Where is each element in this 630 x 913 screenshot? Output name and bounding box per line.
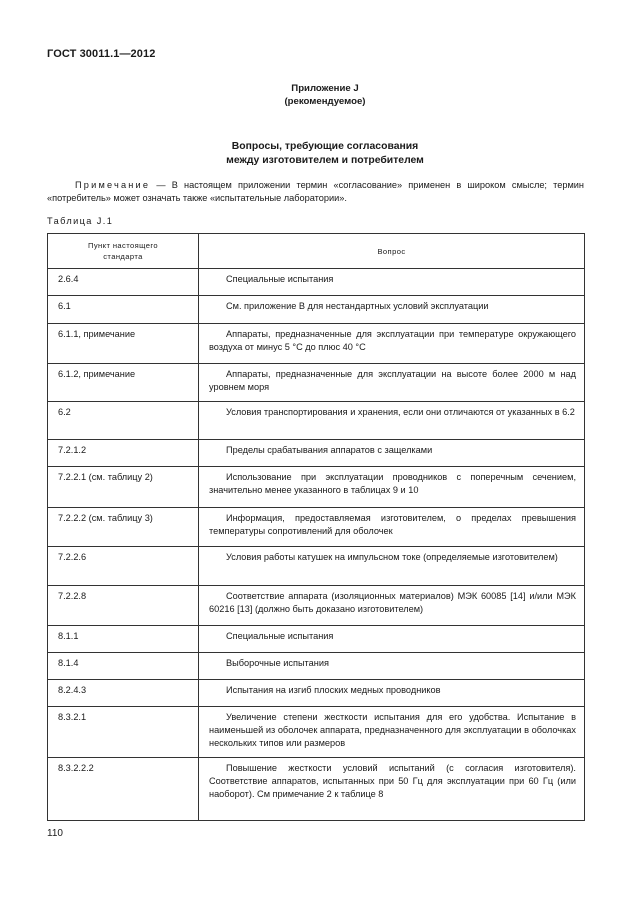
document-header: ГОСТ 30011.1—2012 [47,48,156,60]
header-clause [48,234,199,269]
clause-cell: 6.1.2, примечание [48,364,199,402]
appendix-subtitle: (рекомендуемое) [284,96,366,107]
question-cell: Условия работы катушек на импульсном токе (определяемые изготовителем) [199,547,585,586]
clause-cell: 7.2.2.6 [48,547,199,586]
question-cell: Аппараты, предназначенные для эксплуатации при температуре окружающего воздуха от минус 5 °С до плюс 40 °С [199,324,585,364]
appendix-heading [0,82,630,108]
clause-cell: 7.2.2.1 (см. таблицу 2) [48,467,199,508]
table-header-row [48,234,585,269]
note-label: Примечание [75,180,151,190]
question-cell: Специальные испытания [199,269,585,296]
clause-cell: 6.2 [48,402,199,440]
question-cell: Соответствие аппарата (изоляционных материалов) МЭК 60085 [14] и/или МЭК 60216 [13] (должно быть доказано изготовителем) [199,586,585,626]
table-row [48,364,585,402]
table-row [48,586,585,626]
question-cell: Выборочные испытания [199,653,585,680]
section-title-line1: Вопросы, требующие согласования [231,141,419,152]
table-row [48,653,585,680]
table-row [48,269,585,296]
header-clause-line2: стандарта [103,252,143,261]
clause-cell: 6.1 [48,296,199,324]
section-title-line2: между изготовителем и потребителем [226,155,424,166]
question-cell: Испытания на изгиб плоских медных проводников [199,680,585,707]
page-number: 110 [47,828,63,839]
clause-cell: 7.2.2.8 [48,586,199,626]
question-cell: См. приложение В для нестандартных условий эксплуатации [199,296,585,324]
clause-cell: 7.2.2.2 (см. таблицу 3) [48,508,199,547]
table-row [48,296,585,324]
question-cell: Использование при эксплуатации проводников с поперечным сечением, значительно менее указанного в таблицах 9 и 10 [199,467,585,508]
table-row [48,467,585,508]
appendix-title: Приложение J [291,83,359,94]
table-row [48,508,585,547]
clause-cell: 7.2.1.2 [48,440,199,467]
table-row [48,324,585,364]
clause-cell: 8.1.1 [48,626,199,653]
question-cell: Информация, предоставляемая изготовителем, о пределах превышения температуры сопротивлений для оболочек [199,508,585,547]
table-row [48,707,585,758]
question-cell: Условия транспортирования и хранения, если они отличаются от указанных в 6.2 [199,402,585,440]
table-caption: Таблица J.1 [47,216,114,226]
table-row [48,440,585,467]
table-row [48,680,585,707]
table-row [48,547,585,586]
clause-cell: 2.6.4 [48,269,199,296]
table-row [48,626,585,653]
clause-cell: 8.1.4 [48,653,199,680]
question-cell: Увеличение степени жесткости испытания для его удобства. Испытание в наименьшей из оболочек аппарата, предназначенного для эксплуатации в оболочках нескольких типов или размеров [199,707,585,758]
clause-cell: 8.3.2.2.2 [48,758,199,821]
header-clause-line1: Пункт настоящего [88,241,158,250]
note-text: — В настоящем приложении термин «согласование» применен в широком смысле; термин «потребитель» может означать также «испытательные лаборатории». [47,180,584,203]
clause-cell: 8.2.4.3 [48,680,199,707]
question-cell: Пределы срабатывания аппаратов с защелками [199,440,585,467]
section-title [0,140,630,168]
question-cell: Повышение жесткости условий испытаний (с согласия изготовителя). Соответствие аппаратов, испытанных при 50 Гц для эксплуатации при 60 Гц (или наоборот). См примечание 2 к таблице 8 [199,758,585,821]
agreement-table [47,233,585,821]
clause-cell: 6.1.1, примечание [48,324,199,364]
clause-cell: 8.3.2.1 [48,707,199,758]
question-cell: Аппараты, предназначенные для эксплуатации на высоте более 2000 м над уровнем моря [199,364,585,402]
table-row [48,402,585,440]
table-row [48,758,585,821]
header-question: Вопрос [199,234,585,269]
question-cell: Специальные испытания [199,626,585,653]
note-paragraph [47,179,584,205]
